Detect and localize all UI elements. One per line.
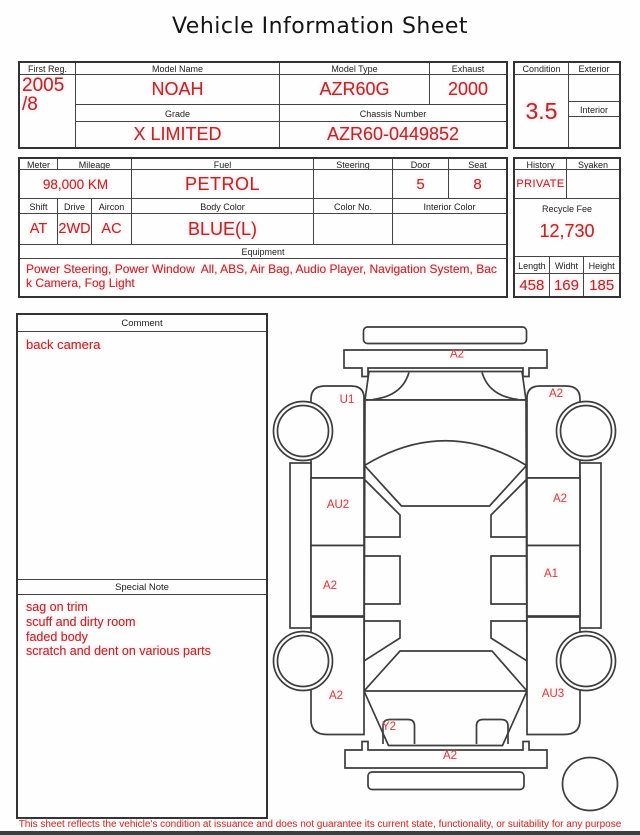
door-value: 5 [393, 170, 449, 199]
body-color-value: BLUE(L) [132, 214, 314, 245]
exhaust-label: Exhaust [430, 63, 506, 75]
mileage-label: Mileage [58, 159, 132, 170]
first-reg-year: 2005 [22, 75, 65, 96]
exterior-label: Exterior [569, 63, 619, 75]
meter-label: Meter [20, 159, 58, 170]
recycle-fee-value: 12,730 [515, 217, 619, 257]
history-box [513, 157, 621, 298]
damage-label-front-bumper: A2 [449, 348, 465, 361]
damage-label-right-rear-door: A1 [543, 568, 559, 580]
comment-box [16, 313, 268, 819]
comment-body [18, 332, 266, 579]
right-rear-door-shape [527, 546, 580, 617]
rear-bottom-strip-shape [368, 772, 524, 790]
left-rocker-shape [290, 463, 311, 628]
length-value: 458 [515, 274, 550, 296]
model-name-value: NOAH [76, 75, 280, 105]
first-reg-month: /8 [22, 93, 38, 115]
steering-value [314, 170, 393, 199]
damage-label-left-rear-fender: A2 [328, 690, 344, 702]
body-color-label: Body Color [132, 199, 314, 214]
comment-header: Comment [18, 315, 266, 332]
aircon-value: AC [92, 214, 132, 245]
recycle-fee-label: Recycle Fee [541, 203, 593, 214]
interior-label: Interior [569, 101, 619, 117]
interior-value [569, 117, 619, 147]
drive-value: 2WD [58, 214, 92, 245]
model-type-label: Model Type [280, 63, 430, 75]
disclaimer-text: This sheet reflects the vehicle's condition at issuance and does not guarantee its current state, functionality, or suitability for any purpose [18, 819, 622, 830]
exterior-value [569, 75, 619, 101]
rear-right-wheel [557, 632, 616, 691]
interior-color-label: Interior Color [393, 199, 506, 214]
drive-label: Drive [58, 199, 92, 214]
front-top-strip-shape [364, 327, 527, 344]
shift-value: AT [20, 214, 58, 245]
special-note-line: sag on trim [26, 600, 88, 614]
color-no-label: Color No. [314, 199, 393, 214]
damage-label-rear-bumper: A2 [442, 750, 458, 762]
vehicle-damage-diagram [270, 318, 630, 816]
condition-label: Condition [515, 63, 569, 75]
width-value: 169 [550, 274, 585, 296]
interior-color-value [393, 214, 506, 245]
special-note-line: faded body [26, 629, 88, 644]
right-rocker-shape [580, 463, 601, 628]
syaken-label: Syaken [567, 159, 619, 170]
first-reg-value [20, 75, 76, 147]
seat-label: Seat [449, 159, 506, 170]
shift-label: Shift [20, 199, 58, 214]
scan-bottom-edge [0, 831, 640, 835]
damage-label-left-front-fender: U1 [339, 394, 355, 406]
left-rear-door-shape [311, 546, 364, 617]
front-right-wheel [557, 402, 616, 461]
equipment-value: Power Steering, Power Window All, ABS, Air Bag, Audio Player, Navigation System, Back Camera, Fog Light [26, 262, 497, 291]
dimensions-subtable [515, 257, 619, 296]
damage-label-right-rear-fender: AU3 [541, 688, 565, 700]
special-note-header: Special Note [18, 579, 266, 595]
grade-value: X LIMITED [76, 122, 280, 147]
special-note-line: scuff and dirty room [26, 614, 136, 629]
vehicle-identity-table [18, 61, 508, 149]
mileage-value: 98,000 KM [20, 170, 132, 199]
height-label: Height [584, 257, 619, 274]
chassis-number-value: AZR60-0449852 [326, 124, 460, 144]
height-value: 185 [589, 276, 615, 294]
seat-value: 8 [449, 170, 506, 199]
right-front-door-shape [527, 478, 580, 546]
condition-box [513, 61, 621, 149]
chassis-number-label: Chassis Number [280, 105, 506, 122]
model-name-label: Model Name [76, 63, 280, 75]
damage-label-left-rear-door: A2 [322, 580, 338, 592]
spare-tire-shape [563, 758, 618, 811]
width-label: Widht [550, 257, 585, 274]
page-title: Vehicle Information Sheet [171, 14, 469, 39]
front-left-wheel [274, 402, 333, 461]
damage-label-left-front-door: AU2 [326, 499, 350, 511]
condition-value: 3.5 [515, 75, 569, 147]
exhaust-value: 2000 [430, 75, 506, 105]
fuel-label: Fuel [132, 159, 314, 170]
vehicle-spec-table [18, 157, 508, 298]
damage-label-rear-left-lamp: Y2 [381, 721, 397, 733]
comment-text: back camera [26, 337, 101, 352]
length-label: Length [515, 257, 550, 274]
door-label: Door [393, 159, 449, 170]
model-type-value: AZR60G [280, 75, 430, 105]
fuel-value: PETROL [132, 170, 314, 199]
history-value: PRIVATE [515, 170, 567, 199]
grade-label: Grade [76, 105, 280, 122]
left-front-door-shape [311, 478, 364, 546]
damage-label-right-front-fender: A2 [548, 388, 564, 400]
color-no-value [314, 214, 393, 245]
rear-left-wheel [274, 632, 333, 691]
special-note-line: scratch and dent on various parts [26, 644, 211, 659]
history-label: History [515, 159, 567, 170]
damage-label-right-front-door: A2 [552, 493, 568, 505]
aircon-label: Aircon [92, 199, 132, 214]
first-reg-label: First Reg. [20, 63, 76, 75]
syaken-value [567, 170, 619, 199]
equipment-label: Equipment [20, 245, 506, 259]
special-note-body [18, 595, 266, 817]
steering-label: Steering [314, 159, 393, 170]
